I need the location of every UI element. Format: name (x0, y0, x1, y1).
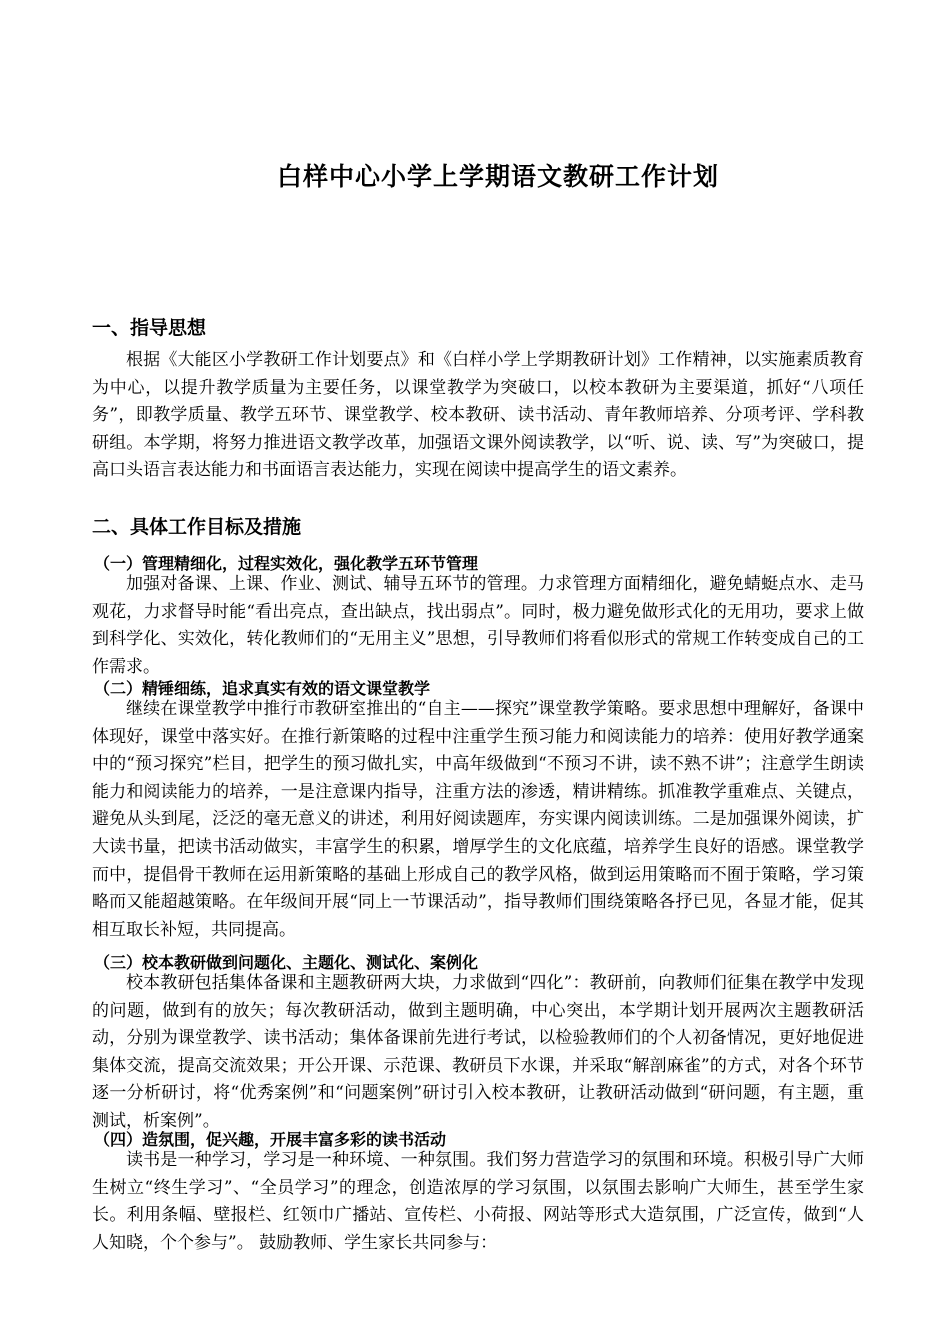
subsection-heading-4: （四）造氛围，促兴趣，开展丰富多彩的读书活动 (94, 1130, 447, 1149)
subsection-heading-1: （一）管理精细化，过程实效化，强化教学五环节管理 (94, 554, 479, 573)
subsection-paragraph-1: 加强对备课、上课、作业、测试、辅导五环节的管理。力求管理方面精细化，避免蜻蜓点水、走马观花，力求督导时能“看出亮点，查出缺点，找出弱点”。同时，极力避免做形式化的无用功，要求上做到科学化、实效化，转化教师们的“无用主义”思想，引导教师们将看似形式的常规工作转变成自己的工作需求。 (92, 574, 864, 677)
subsection-heading-2: （二）精锤细练，追求真实有效的语文课堂教学 (94, 679, 431, 698)
subsection-paragraph-3: 校本教研包括集体备课和主题教研两大块，力求做到“四化”：教研前，向教师们征集在教学中发现的问题，做到有的放矢；每次教研活动，做到主题明确，中心突出，本学期计划开展两次主题教研活动，分别为课堂教学、读书活动；集体备课前先进行考试，以检验教师们的个人初备情况，更好地促进集体交流，提高交流效果；开公开课、示范课、教研员下水课，并采取“解剖麻雀”的方式，对各个环节逐一分析研讨，将“优秀案例”和“问题案例”研讨引入校本教研，让教研活动做到“研问题，有主题，重测试，析案例”。 (92, 973, 864, 1131)
document-title: 白样中心小学上学期语文教研工作计划 (276, 162, 719, 191)
section-heading-goals-measures: 二、具体工作目标及措施 (92, 516, 302, 538)
subsection-paragraph-2: 继续在课堂教学中推行市教研室推出的“自主——探究”课堂教学策略。要求思想中理解好，备课中体现好，课堂中落实好。在推行新策略的过程中注重学生预习能力和阅读能力的培养：使用好教学通案中的“预习探究”栏目，把学生的预习做扎实，中高年级做到“不预习不讲，读不熟不讲”；注意学生朗读能力和阅读能力的培养，一是注意课内指导，注重方法的渗透，精讲精练。抓准教学重难点、关键点，避免从头到尾，泛泛的毫无意义的讲述，利用好阅读题库，夯实课内阅读训练。二是加强课外阅读，扩大读书量，把读书活动做实，丰富学生的积累，增厚学生的文化底蕴，培养学生良好的语感。课堂教学而中，提倡骨干教师在运用新策略的基础上形成自己的教学风格，做到运用策略而不囿于策略，学习策略而又能超越策略。在年级间开展“同上一节课活动”，指导教师们围绕策略各抒已见，各显才能，促其相互取长补短，共同提高。 (92, 699, 864, 940)
subsection-heading-3: （三）校本教研做到问题化、主题化、测试化、案例化 (94, 953, 479, 972)
section-heading-guiding-ideology: 一、指导思想 (92, 317, 207, 339)
subsection-paragraph-4: 读书是一种学习，学习是一种环境、一种氛围。我们努力营造学习的氛围和环境。积极引导广大师生树立“终生学习”、“全员学习”的理念，创造浓厚的学习氛围，以氛围去影响广大师生，甚至学生家长。利用条幅、壁报栏、红领巾广播站、宣传栏、小荷报、网站等形式大造氛围，广泛宣传，做到“人人知晓，个个参与”。 鼓励教师、学生家长共同参与： (92, 1150, 864, 1253)
paragraph-guiding-ideology: 根据《大能区小学教研工作计划要点》和《白样小学上学期教研计划》工作精神，以实施素质教育为中心，以提升教学质量为主要任务，以课堂教学为突破口，以校本教研为主要渠道，抓好“八项任务”，即教学质量、教学五环节、课堂教学、校本教研、读书活动、青年教师培养、分项考评、学科教研组。本学期，将努力推进语文教学改革，加强语文课外阅读教学，以“听、说、读、写”为突破口，提高口头语言表达能力和书面语言表达能力，实现在阅读中提高学生的语文素养。 (92, 350, 864, 481)
